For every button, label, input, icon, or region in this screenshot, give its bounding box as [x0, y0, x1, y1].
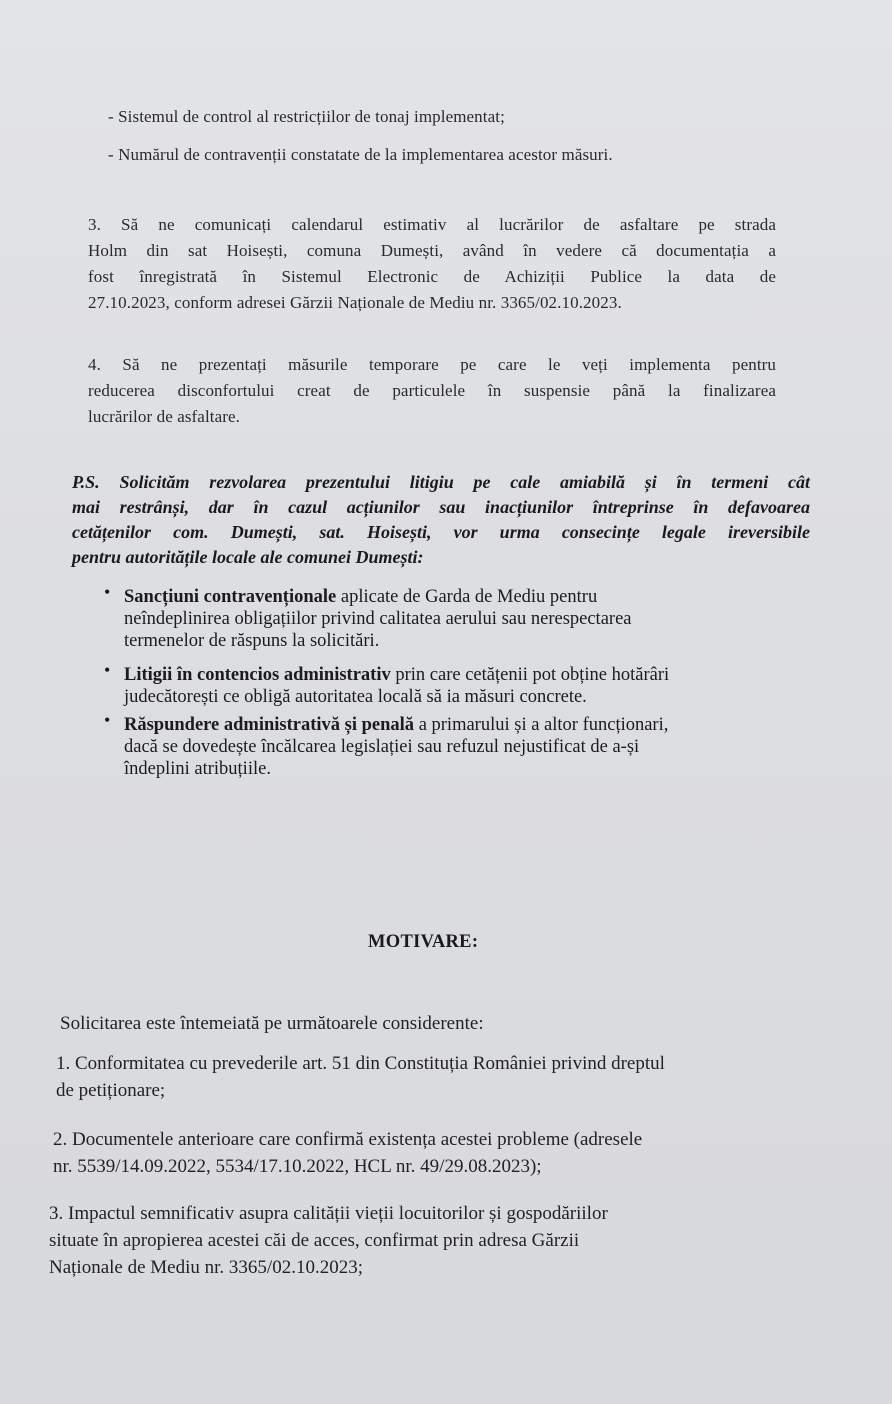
- motivare-intro: Solicitarea este întemeiată pe următoarele considerente:: [60, 1013, 484, 1034]
- request-item-4-line: lucrărilor de asfaltare.: [88, 407, 241, 426]
- bullet-marker: •: [104, 660, 111, 680]
- ps-line: cetățenilor com. Dumești, sat. Hoisești, vor urma consecințe legale ireversibile: [72, 522, 810, 542]
- request-item-3-line: fost înregistrată în Sistemul Electronic de Achiziții Publice la data de: [88, 267, 776, 286]
- ps-line: pentru autoritățile locale ale comunei Dumești:: [72, 547, 424, 567]
- request-item-3-line: Holm din sat Hoisești, comuna Dumești, având în vedere că documentația a: [88, 241, 776, 260]
- request-item-4-line: reducerea disconfortului creat de particulele în suspensie până la finalizarea: [88, 381, 776, 400]
- request-item-3: [88, 212, 776, 316]
- motivare-item-2: 2. Documentele anterioare care confirmă existența acestei probleme (adresele nr. 5539/14.09.2022, 5534/17.10.2022, HCL nr. 49/29.08.2023);: [53, 1129, 643, 1177]
- top-item-tonnage-control: - Sistemul de control al restricțiilor de tonaj implementat;: [108, 107, 505, 126]
- motivare-item-3: 3. Impactul semnificativ asupra calității vieții locuitorilor și gospodăriilor situate în apropierea acestei căi de acces, confirmat prin adresa Gărzii Naționale de Mediu nr. 3365/02.10.2023;: [49, 1203, 608, 1278]
- bullet-marker: •: [104, 710, 111, 730]
- ps-line: P.S. Solicităm rezvolarea prezentului litigiu pe cale amiabilă și în termeni cât: [72, 472, 810, 492]
- ps-line: mai restrânși, dar în cazul acțiunilor sau inacțiunilor întreprinse în defavoarea: [72, 497, 810, 517]
- motivare-item-1: 1. Conformitatea cu prevederile art. 51 din Constituția României privind dreptul de petiționare;: [56, 1053, 665, 1101]
- consequence-bullet-liability: Răspundere administrativă și penală a primarului și a altor funcționari, dacă se dovedește încălcarea legislației sau refuzul nejustificat de a-și îndeplini atribuțiile.: [124, 715, 669, 779]
- request-item-4: [88, 352, 776, 430]
- ps-paragraph: [72, 470, 810, 570]
- bullet-bold-text: Sancțiuni contravenționale: [124, 587, 337, 607]
- request-item-4-line: 4. Să ne prezentați măsurile temporare pe care le veți implementa pentru: [88, 355, 776, 374]
- bullet-bold-text: Litigii în contencios administrativ: [124, 665, 391, 685]
- bullet-marker: •: [104, 582, 111, 602]
- request-item-3-line: 27.10.2023, conform adresei Gărzii Naționale de Mediu nr. 3365/02.10.2023.: [88, 293, 622, 312]
- motivare-heading: MOTIVARE:: [368, 932, 479, 952]
- request-item-3-line: 3. Să ne comunicați calendarul estimativ al lucrărilor de asfaltare pe strada: [88, 215, 776, 234]
- bullet-bold-text: Răspundere administrativă și penală: [124, 715, 415, 735]
- consequence-bullet-litigation: Litigii în contencios administrativ prin care cetățenii pot obține hotărâri judecătorești ce obligă autoritatea locală să ia măsuri concrete.: [124, 665, 670, 707]
- top-item-contraventions: - Numărul de contravenții constatate de la implementarea acestor măsuri.: [108, 145, 613, 164]
- consequence-bullet-sanctions: Sancțiuni contravenționale aplicate de Garda de Mediu pentru neîndeplinirea obligațiilor privind calitatea aerului sau nerespectarea termenelor de răspuns la solicitări.: [124, 587, 632, 651]
